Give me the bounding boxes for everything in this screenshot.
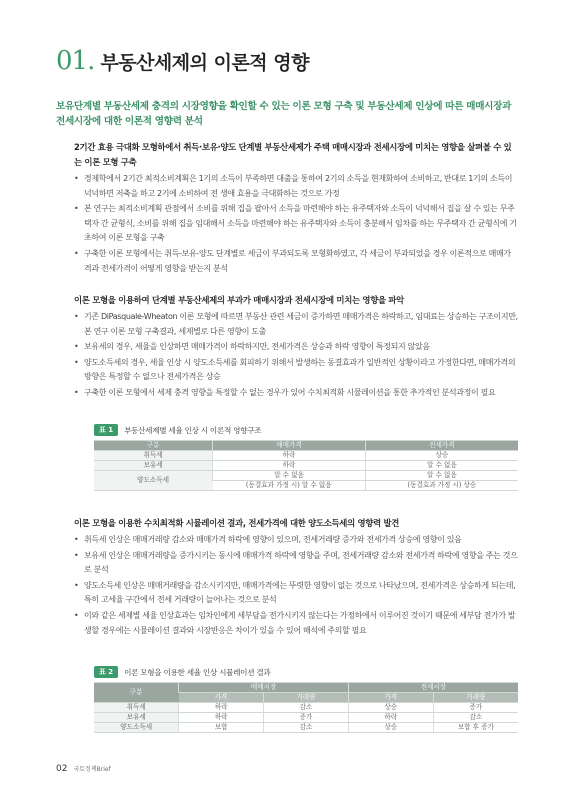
table1-caption bbox=[94, 424, 261, 436]
table-cell: (동결효과 가정 시) 알 수 없음 bbox=[213, 481, 366, 491]
list-item: • 양도소득세 인상은 매매거래량을 감소시키지만, 매매가격에는 뚜렷한 영향이 없는 것으로 나타났으며, 전세가격은 상승하게 되는데, 특히 고세율 구간에서 전세 거래량이 늘어나는 것으로 분석 bbox=[74, 579, 518, 608]
list-item: • 구축한 이론 모형에서 세제 충격 영향을 특정할 수 없는 경우가 있어 수치최적화 시뮬레이션을 통한 추가적인 분석과정이 필요 bbox=[74, 386, 518, 401]
table-badge: 표 1 bbox=[94, 424, 118, 436]
table-header: 전세시장 bbox=[348, 683, 518, 693]
list-item: • 구축한 이론 모형에서는 취득-보유-양도 단계별로 세금이 부과되도록 모형화하였고, 각 세금이 부과되었을 경우 이론적으로 매매가격과 전세가격이 어떻게 영향을 받는지 분석 bbox=[74, 247, 518, 276]
table-cell: 상승 bbox=[348, 723, 433, 733]
table-cell: 보유세 bbox=[94, 713, 179, 723]
table1 bbox=[94, 440, 518, 491]
table-cell: 보합 bbox=[179, 723, 264, 733]
list-item: • 보유세 인상은 매매거래량을 증가시키는 동시에 매매가격 하락에 영향을 주며, 전세거래량 감소와 전세가격 하락에 영향을 주는 것으로 분석 bbox=[74, 549, 518, 578]
list-item: • 양도소득세의 경우, 세율 인상 시 양도소득세를 회피하기 위해서 발생하는 동결효과가 일반적인 상황이라고 가정한다면, 매매가격의 방향은 특정할 수 없으나 전세가격은 상승 bbox=[74, 356, 518, 385]
table-subheader: 거래량 bbox=[264, 693, 349, 703]
table-cell: 알 수 없음 bbox=[213, 471, 366, 481]
table-header: 매매가격 bbox=[213, 441, 366, 451]
table-row bbox=[94, 471, 518, 481]
publication-name: 국토정책Brief bbox=[73, 766, 111, 773]
table-cell: 감소 bbox=[433, 713, 518, 723]
table-subheader: 가격 bbox=[179, 693, 264, 703]
summary-lead: 보유단계별 부동산세제 충격의 시장영향을 확인할 수 있는 이론 모형 구축 및 부동산세제 인상에 따른 매매시장과 전세시장에 대한 이론적 영향력 분석 bbox=[56, 101, 512, 127]
table-subheader: 가격 bbox=[348, 693, 433, 703]
table2 bbox=[94, 682, 518, 733]
table-cell: 하락 bbox=[179, 713, 264, 723]
list-item: • 본 연구는 최적소비계획 관점에서 소비를 위해 집을 팔아서 소득을 마련해야 하는 유주택자와 소득이 넉넉해서 집을 살 수 있는 무주택자 간 균형식, 소비를 위해 집을 임대해서 소득을 마련해야 하는 유주택자와 소득이 충분해서 임차를 하는 무주택자 간 균형식에 기초하여 이론 모형을 구축 bbox=[74, 202, 518, 246]
list-item: • 이와 같은 세제별 세율 인상효과는 임차인에게 세부담을 전가시키지 않는다는 가정하에서 이루어진 것이기 때문에 세부담 전가가 발생할 경우에는 시뮬레이션 결과와 시장반응은 차이가 있을 수 있어 해석에 주의할 필요 bbox=[74, 609, 518, 638]
table-cell: 하락 bbox=[213, 461, 366, 471]
table-header: 매매시장 bbox=[179, 683, 349, 693]
table-cell: 하락 bbox=[179, 703, 264, 713]
table-cell: 상승 bbox=[348, 703, 433, 713]
table-cell: 하락 bbox=[213, 451, 366, 461]
table-title: 부동산세제별 세율 인상 시 이론적 영향구조 bbox=[124, 425, 262, 435]
table-header: 구분 bbox=[94, 441, 213, 451]
table-row bbox=[94, 713, 518, 723]
table-cell: 하락 bbox=[348, 713, 433, 723]
list-item: • 취득세 인상은 매매거래량 감소와 매매가격 하락에 영향이 있으며, 전세거래량 증가와 전세가격 상승에 영향이 있음 bbox=[74, 533, 518, 548]
list-item: • 보유세의 경우, 세율을 인상하면 매매가격이 하락하지만, 전세가격은 상승과 하락 영향이 특정되지 않았음 bbox=[74, 340, 518, 355]
section-heading: 이론 모형을 이용한 수치최적화 시뮬레이션 결과, 전세가격에 대한 양도소득세의 영향력 발견 bbox=[74, 518, 400, 528]
table-row bbox=[94, 703, 518, 713]
table2-caption bbox=[94, 666, 270, 678]
table-cell: 취득세 bbox=[94, 451, 213, 461]
title-text: 부동산세제의 이론적 영향 bbox=[100, 52, 309, 74]
table-badge: 표 2 bbox=[94, 666, 118, 678]
table-cell: 감소 bbox=[264, 703, 349, 713]
table-row bbox=[94, 461, 518, 471]
table-cell: 상승 bbox=[365, 451, 518, 461]
table-cell: 알 수 없음 bbox=[365, 471, 518, 481]
table-cell: 증가 bbox=[264, 713, 349, 723]
list-item: • 기존 DiPasquale-Wheaton 이론 모형에 따르면 부동산 관련 세금이 증가하면 매매가격은 하락하고, 임대료는 상승하는 구조이지만, 본 연구 이론 모형 구축결과, 세제별로 다른 영향이 도출 bbox=[74, 310, 518, 339]
bullet-list bbox=[74, 172, 518, 276]
section-model bbox=[74, 140, 518, 277]
section-heading: 이론 모형을 이용하여 단계별 부동산세제의 부과가 매매시장과 전세시장에 미치는 영향을 파악 bbox=[74, 295, 404, 305]
table-cell: 취득세 bbox=[94, 703, 179, 713]
page-title bbox=[56, 46, 309, 76]
page-number: 02 bbox=[56, 764, 68, 774]
section-number: 01. bbox=[56, 46, 95, 76]
table-cell: 알 수 없음 bbox=[365, 461, 518, 471]
table-row bbox=[94, 451, 518, 461]
table-title: 이론 모형을 이용한 세율 인상 시뮬레이션 결과 bbox=[124, 667, 271, 677]
table-cell: 감소 bbox=[264, 723, 349, 733]
bullet-list bbox=[74, 310, 518, 401]
table-row bbox=[94, 723, 518, 733]
bullet-list bbox=[74, 533, 518, 638]
section-impact bbox=[74, 293, 518, 402]
page-footer bbox=[56, 764, 111, 774]
table-cell: 양도소득세 bbox=[94, 471, 213, 491]
table-cell: 양도소득세 bbox=[94, 723, 179, 733]
table-cell: 증가 bbox=[433, 703, 518, 713]
table-cell: (동결효과 가정 시) 상승 bbox=[365, 481, 518, 491]
section-heading: 2기간 효용 극대화 모형하에서 취득·보유·양도 단계별 부동산세제가 주택 매매시장과 전세시장에 미치는 영향을 살펴볼 수 있는 이론 모형 구축 bbox=[74, 142, 512, 167]
section-simulation bbox=[74, 516, 518, 639]
table-cell: 보유세 bbox=[94, 461, 213, 471]
table-subheader: 거래량 bbox=[433, 693, 518, 703]
table-cell: 보합 후 증가 bbox=[433, 723, 518, 733]
list-item: • 경제학에서 2기간 최적소비계획은 1기의 소득이 부족하면 대출을 통하여 2기의 소득을 현재화하여 소비하고, 반대로 1기의 소득이 넉넉하면 저축을 하고 2기에 소비하여 전 생애 효용을 극대화하는 것으로 가정 bbox=[74, 172, 518, 201]
table-header: 구분 bbox=[94, 683, 179, 703]
table-header: 전세가격 bbox=[365, 441, 518, 451]
